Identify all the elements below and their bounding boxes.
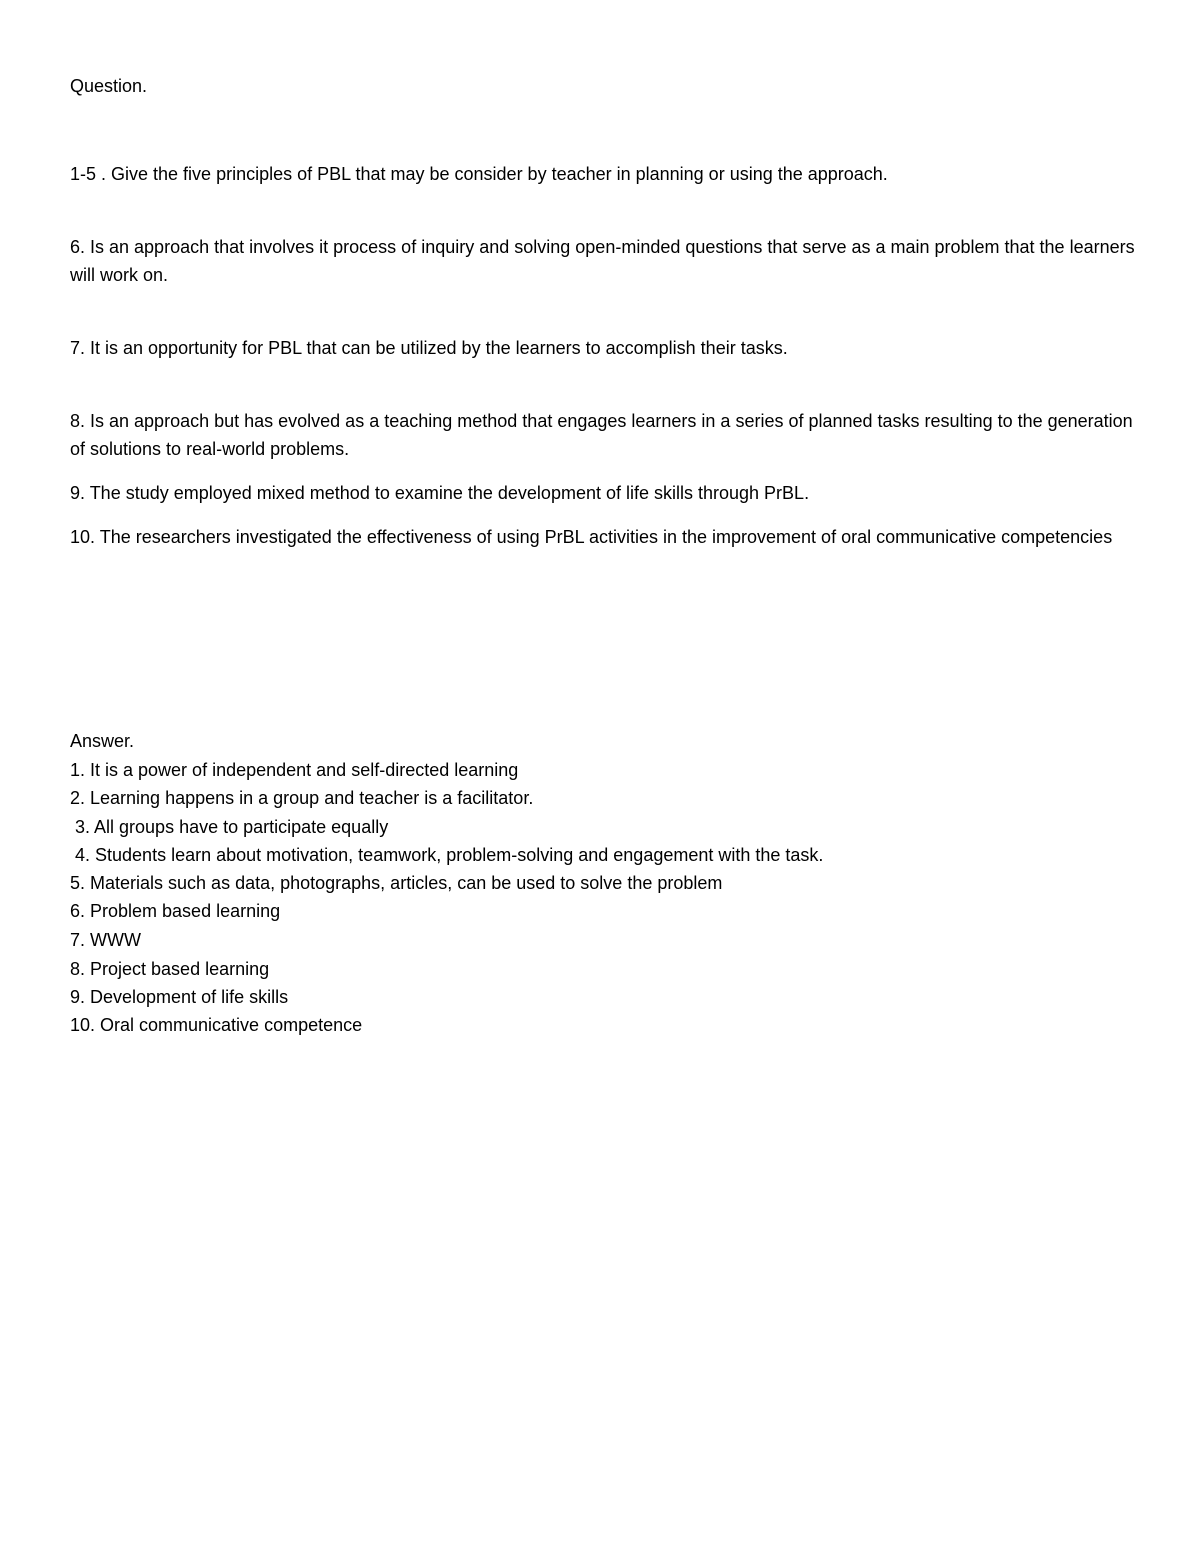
answer-item: 2. Learning happens in a group and teacher is a facilitator.: [70, 788, 534, 808]
question-6: 6. Is an approach that involves it process of inquiry and solving open-minded questions that serve as a main problem that the learners will work on.: [70, 237, 1135, 285]
answer-item: 6. Problem based learning: [70, 901, 281, 921]
answer-item: 9. Development of life skills: [70, 987, 289, 1007]
answer-item: 8. Project based learning: [70, 959, 270, 979]
question-10: 10. The researchers investigated the effectiveness of using PrBL activities in the improvement of oral communicative competencies: [70, 527, 1113, 547]
answer-item: 7. WWW: [70, 930, 141, 950]
question-heading: Question.: [70, 76, 148, 96]
question-9: 9. The study employed mixed method to examine the development of life skills through PrBL.: [70, 483, 810, 503]
answer-item: 10. Oral communicative competence: [70, 1015, 363, 1035]
question-8: 8. Is an approach but has evolved as a teaching method that engages learners in a series of planned tasks resulting to the generation of solutions to real-world problems.: [70, 411, 1133, 459]
answer-item: 1. It is a power of independent and self-directed learning: [70, 760, 519, 780]
answer-item: 3. All groups have to participate equally: [70, 817, 389, 837]
question-1-5: 1-5 . Give the five principles of PBL that may be consider by teacher in planning or using the approach.: [70, 164, 888, 184]
answer-item: 4. Students learn about motivation, teamwork, problem-solving and engagement with the task.: [70, 845, 824, 865]
answer-heading: Answer.: [70, 731, 135, 751]
question-7: 7. It is an opportunity for PBL that can be utilized by the learners to accomplish their tasks.: [70, 338, 788, 358]
answer-item: 5. Materials such as data, photographs, articles, can be used to solve the problem: [70, 873, 723, 893]
